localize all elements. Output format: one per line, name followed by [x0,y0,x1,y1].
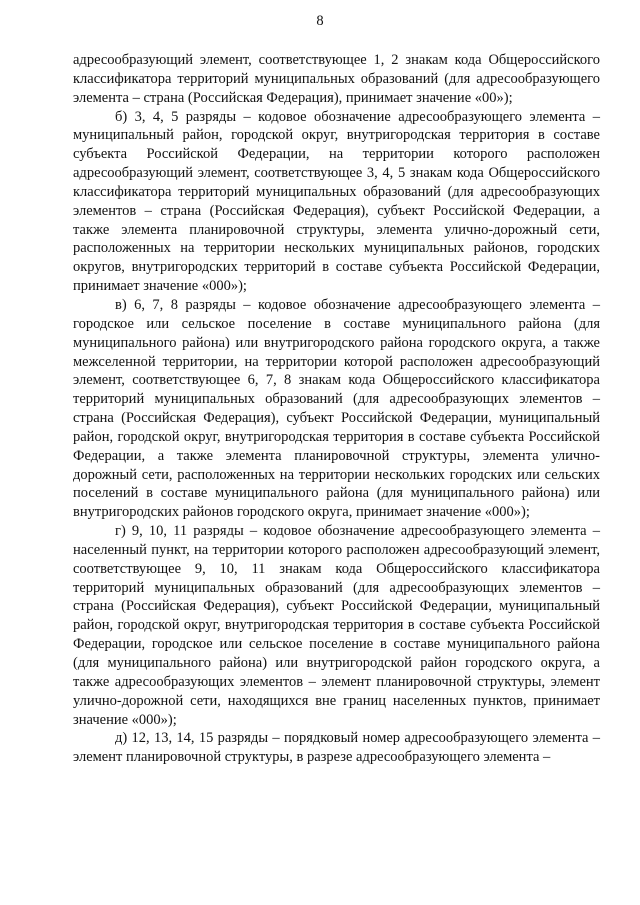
paragraph-v: в) 6, 7, 8 разряды – кодовое обозначение адресообразующего элемента – городское или сельское поселение в составе муниципального района (для муниципального района) или внутригородского района городского округа, а также межселенной территории, на территории которой расположен адресообразующий элемент, соответствующее 6, 7, 8 знакам кода Общероссийского классификатора территорий муниципальных образований (для адресообразующих элементов – страна (Российская Федерация), субъект Российской Федерации, муниципальный район, городской округ, внутригородская территория в составе субъекта Российской Федерации, а также элемента планировочной структуры, элемента улично-дорожный сети, расположенных на территории нескольких городских или сельских поселений в составе муниципального района (для муниципального района) или внутригородских районов городского округа, принимает значение «000»); [73,296,600,521]
paragraph-b: б) 3, 4, 5 разряды – кодовое обозначение адресообразующего элемента – муниципальный район, городской округ, внутригородская территория в составе субъекта Российской Федерации, на территории которого расположен адресообразующий элемент, соответствующее 3, 4, 5 знакам кода Общероссийского классификатора территорий муниципальных образований (для адресообразующих элементов – страна (Российская Федерация), субъект Российской Федерации, а также элемента планировочной структуры, элемента улично-дорожный сети, расположенных на территории нескольких муниципальных районов, городских округов, внутригородских территорий в составе субъекта Российской Федерации, принимает значение «000»); [73,108,600,295]
page-number: 8 [316,13,324,29]
paragraph-d: д) 12, 13, 14, 15 разряды – порядковый номер адресообразующего элемента – элемент планировочной структуры, в разрезе адресообразующего элемента – [73,730,600,766]
paragraph-g: г) 9, 10, 11 разряды – кодовое обозначение адресообразующего элемента – населенный пункт, на территории которого расположен адресообразующий элемент, соответствующее 9, 10, 11 знакам кода Общероссийского классификатора территорий муниципальных образований (для адресообразующих элементов – страна (Российская Федерация), субъект Российской Федерации, муниципальный район, городской округ, внутригородская территория в составе субъекта Российской Федерации, городское или сельское поселение в составе муниципального района (для муниципального района) или внутригородской район городского округа, а также адресообразующих элементов – элемент планировочной структуры, элемент улично-дорожной сети, находящихся вне границ населенных пунктов, принимает значение «000»); [73,523,600,728]
document-body [73,51,600,767]
paragraph-continuation: адресообразующий элемент, соответствующее 1, 2 знакам кода Общероссийского классификатора территорий муниципальных образований (для адресообразующего элемента – страна (Российская Федерация), принимает значение «00»); [73,52,600,106]
